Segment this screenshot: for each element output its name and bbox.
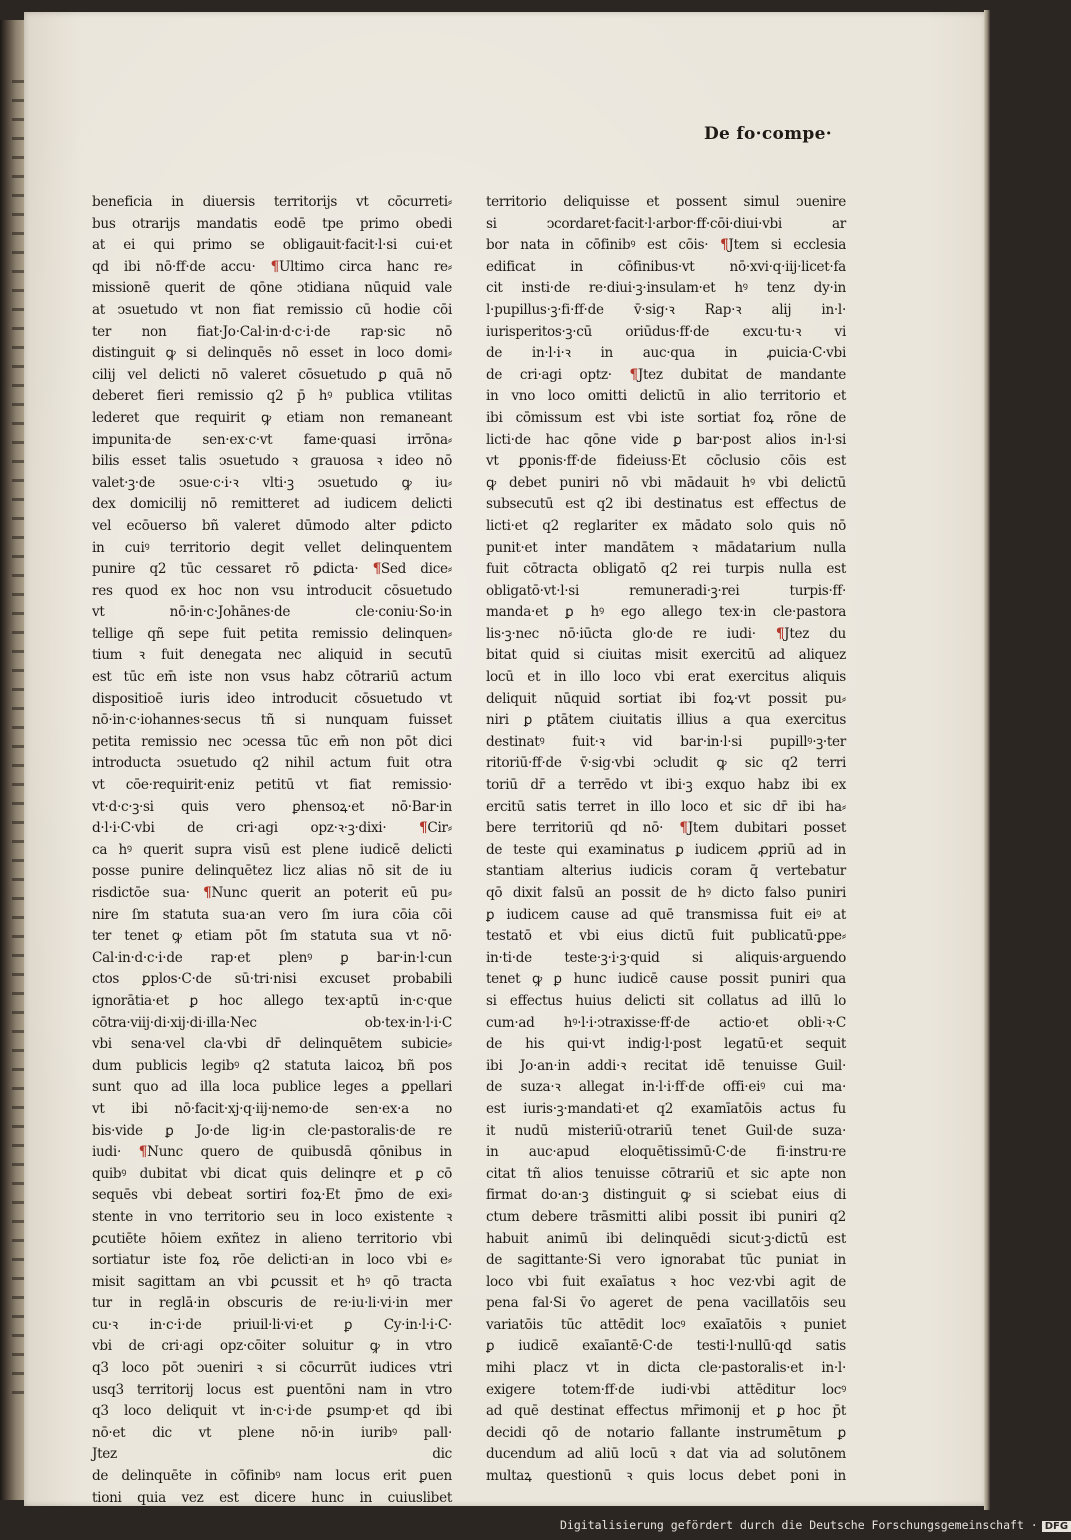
text-line: bor nata in cōfinibꝰ est cōis·	[486, 237, 709, 254]
text-line	[92, 1056, 452, 1078]
text-line: risdictōe sua·	[92, 885, 190, 901]
rubricated-paragraph-start: ¶Jtez dubitat de mandante	[629, 366, 846, 383]
text-line	[92, 840, 452, 862]
text-line	[486, 581, 846, 603]
pilcrow-icon: ¶	[372, 561, 381, 578]
text-line	[92, 797, 452, 819]
text-line	[92, 1142, 452, 1164]
text-line	[92, 1013, 452, 1035]
text-line	[486, 1272, 846, 1294]
text-line	[92, 257, 452, 279]
text-line: stantiam alterius iudicis coram q̄ vertebatur	[486, 863, 846, 880]
text-line	[486, 386, 846, 408]
text-line: bis·vide ꝑ Jo·de lig·in cle·pastoralis·de re	[92, 1122, 452, 1139]
digitization-credit	[560, 1518, 1069, 1536]
pilcrow-icon: ¶	[270, 258, 279, 275]
text-line	[486, 538, 846, 560]
pilcrow-icon: ¶	[629, 366, 638, 383]
text-line	[486, 840, 846, 862]
text-line	[92, 1466, 452, 1488]
text-line: usq3 territorij locus est ꝑuentōni nam in vtro	[92, 1381, 452, 1398]
text-line	[486, 948, 846, 970]
text-line: sunt quo ad illa loca publice leges a ꝑpellari	[92, 1079, 452, 1096]
text-line	[486, 1185, 846, 1207]
text-line: si effectus huius delicti sit collatus ad illū lo	[486, 992, 846, 1009]
text-line	[486, 1099, 846, 1121]
text-line: in auc·apud eloquētissimū·C·de fi·instru·re	[486, 1144, 846, 1161]
text-line: res quod ex hoc non vsu introducit cōsuetudo	[92, 582, 452, 599]
text-line: at ei qui primo se obligauit·facit·l·si cui·et	[92, 237, 452, 254]
text-line: nire ſm statuta sua·an vero ſm iura cōia cōi	[92, 906, 452, 923]
text-line: habuit animū ibi delinquēdi sicut·ꝫ·dictū est	[486, 1230, 846, 1247]
text-line: ꝑcutiēte hōiem exñtez in alieno territorio vbi	[92, 1230, 452, 1247]
text-line	[92, 991, 452, 1013]
text-line	[92, 365, 452, 387]
text-line: introducta ↄsuetudo q2 nihil actum fuit otra	[92, 755, 452, 772]
text-line: beneficia in diuersis territorijs vt cōcurreti⸗	[92, 194, 452, 210]
text-line	[92, 905, 452, 927]
text-line: ꝙ debet puniri nō vbi mādauit hꝰ vbi delictū	[486, 474, 846, 491]
text-line: deliquit nūquid sortiat ibi foꝝ·vt possit pu⸗	[486, 690, 846, 707]
text-line	[92, 624, 452, 646]
text-line: distinguit ꝙ si delinquēs nō esset in loco domi⸗	[92, 345, 452, 362]
text-line: de in·l·i·ꝛ in auc·qua in ꝓuicia·C·vbi	[486, 345, 846, 362]
text-line	[92, 1401, 452, 1423]
text-line	[486, 559, 846, 581]
text-line	[486, 710, 846, 732]
text-line: in·ti·de teste·ꝫ·i·ꝫ·quid si aliquis·arguendo	[486, 949, 846, 966]
text-line: d·l·i·C·vbi de cri·agi opz·ꝛ·ꝫ·dixi·	[92, 820, 387, 837]
text-line: q3 loco deliquit vt in·c·i·de ꝑsump·et qd ibi	[92, 1403, 452, 1420]
text-line	[486, 1056, 846, 1078]
text-line	[92, 1229, 452, 1251]
text-line	[486, 732, 846, 754]
text-line: valet·ꝫ·de ↄsue·c·i·ꝛ vlti·ꝫ ↄsuetudo ꝙ iu⸗	[92, 474, 452, 491]
text-line	[92, 1121, 452, 1143]
text-line	[92, 753, 452, 775]
text-line	[486, 430, 846, 452]
text-line	[486, 1401, 846, 1423]
text-line	[486, 516, 846, 538]
text-line	[92, 667, 452, 689]
text-line	[92, 861, 452, 883]
text-line	[486, 753, 846, 775]
text-line	[486, 1423, 846, 1445]
text-line: cōtra·viij·di·xij·di·illa·Nec ob·tex·in·l·i·C	[92, 1014, 452, 1031]
text-line	[486, 905, 846, 927]
text-line	[486, 1013, 846, 1035]
text-line: vt nō·in·c·Johānes·de cle·coniu·So·in	[92, 604, 452, 621]
text-line	[486, 235, 846, 257]
pilcrow-icon: ¶	[419, 820, 428, 837]
text-line	[486, 883, 846, 905]
text-line	[486, 1229, 846, 1251]
text-line	[92, 1444, 452, 1466]
text-line: variatōis tūc attēdit locꝰ exaīatōis ꝛ puniet	[486, 1316, 846, 1333]
text-line: manda·et ꝑ hꝰ ego allego tex·in cle·pastora	[486, 604, 846, 621]
text-line: sortiatur iste foꝝ rōe delicti·an in loco vbi e⸗	[92, 1252, 452, 1269]
text-line: iudi·	[92, 1144, 121, 1161]
text-line	[486, 257, 846, 279]
page-fore-edge	[984, 10, 990, 1510]
text-line	[486, 408, 846, 430]
text-line: dum publicis legibꝰ q2 statuta laicoꝝ bñ pos	[92, 1057, 452, 1074]
text-line	[92, 235, 452, 257]
text-line: ca hꝰ querit supra visū est plene iudicē delicti	[92, 841, 452, 858]
text-line	[486, 1293, 846, 1315]
text-line: mihi placz vt in dicta cle·pastoralis·et in·l·	[486, 1360, 846, 1377]
text-line	[92, 1293, 452, 1315]
text-line: citat tñ alios tenuisse cōtrariū et sic apte non	[486, 1165, 846, 1182]
text-line: vel ecōuerso bñ valeret dūmodo alter ꝑdicto	[92, 517, 452, 534]
text-line: stente in vno territorio seu in loco existente ꝛ	[92, 1208, 452, 1225]
text-line: tioni quia vez est dicere hunc in cuiuslibet	[92, 1489, 452, 1506]
text-line: punit·et inter mandātem ꝛ mādatarium nulla	[486, 539, 846, 556]
text-line	[486, 1315, 846, 1337]
text-line: locū et in illo loco vbi erat exercitus aliquis	[486, 669, 846, 686]
text-line: ꝑ iudicē exaīantē·C·de testi·l·nullū·qd satis	[486, 1338, 846, 1355]
text-line	[92, 1336, 452, 1358]
text-line: vt·d·c·ꝫ·si quis vero ꝑhensoꝝ·et nō·Bar·in	[92, 798, 452, 815]
text-line: ctum debere trāsmitti alibi possit ibi puniri q2	[486, 1208, 846, 1225]
text-line	[486, 667, 846, 689]
text-line: de sagittante·Si vero ignorabat tūc puniat in	[486, 1252, 846, 1269]
dfg-logo: DFG	[1042, 1521, 1071, 1532]
text-line	[92, 516, 452, 538]
text-line	[92, 1488, 452, 1510]
text-line: misit sagittam an vbi ꝑcussit et hꝰ qō tracta	[92, 1273, 452, 1290]
text-line: exigere totem·ff·de iudi·vbi attēditur locꝰ	[486, 1381, 846, 1398]
text-line	[486, 861, 846, 883]
text-line: deberet fieri remissio q2 p̄ hꝰ publica vtilitas	[92, 388, 452, 405]
text-line	[486, 818, 846, 840]
text-line	[486, 1034, 846, 1056]
text-line	[92, 948, 452, 970]
text-line: Cal·in·d·c·i·de rap·et plenꝰ ꝑ bar·in·l·cun	[92, 949, 452, 966]
text-line	[92, 300, 452, 322]
text-line: impunita·de sen·ex·c·vt fame·quasi irrōna⸗	[92, 431, 452, 448]
text-line: bilis esset talis ↄsuetudo ꝛ grauosa ꝛ ideo nō	[92, 453, 452, 470]
text-line: si ↄcordaret·facit·l·arbor·ff·cōi·diui·vbi ar	[486, 215, 846, 232]
text-line: quibꝰ dubitat vbi dicat quis delinqre et ꝑ cō	[92, 1165, 452, 1182]
text-line: cu·ꝛ in·c·i·de priuil·li·vi·et ꝑ Cy·in·l·i·C·	[92, 1316, 452, 1333]
text-line	[486, 300, 846, 322]
text-line: de delinquēte in cōfinibꝰ nam locus erit ꝑuen	[92, 1468, 452, 1485]
text-line	[92, 494, 452, 516]
text-line: vbi sena·vel cla·vbi dr̄ delinquētem subicie⸗	[92, 1036, 452, 1053]
pilcrow-icon: ¶	[775, 625, 785, 642]
text-line: bere territoriū qd nō·	[486, 820, 664, 837]
rubricated-paragraph-start: ¶Jtez du	[775, 625, 846, 642]
text-line	[486, 322, 846, 344]
text-line	[92, 1077, 452, 1099]
text-line: qd ibi nō·ff·de accu·	[92, 258, 256, 275]
text-line	[486, 1121, 846, 1143]
text-line	[92, 1185, 452, 1207]
text-line: vt ibi nō·facit·xj·q·iij·nemo·de sen·ex·a no	[92, 1100, 452, 1117]
text-line	[486, 689, 846, 711]
text-line: edificat in cōfinibus·vt nō·xvi·q·iij·licet·fa	[486, 258, 846, 275]
text-line: ritoriū·ff·de v̄·sig·vbi ↄcludit ꝙ sic q2 terri	[486, 755, 846, 772]
text-line	[92, 732, 452, 754]
text-line: toriū dr̄ a terrēdo vt ibi·ꝫ exquo habz ibi ex	[486, 777, 846, 794]
text-line: firmat do·an·ꝫ distinguit ꝙ si sciebat eius di	[486, 1187, 846, 1204]
text-line: missionē querit de qōne ↄtidiana nūquid vale	[92, 280, 452, 297]
text-line	[486, 1444, 846, 1466]
text-line	[92, 969, 452, 991]
text-line	[486, 451, 846, 473]
text-line: obligatō·vt·l·si remuneradi·ꝫ·rei turpis·ff·	[486, 582, 846, 599]
text-line	[486, 991, 846, 1013]
rubricated-paragraph-start: ¶Ultimo circa hanc re⸗	[270, 258, 453, 275]
text-line	[92, 1099, 452, 1121]
text-line	[92, 602, 452, 624]
text-line: iurisperitos·ꝫ·cū oriūdus·ff·de excu·tu·ꝛ vi	[486, 323, 846, 340]
text-line	[92, 214, 452, 236]
text-line: ercitū satis terret in illo loco et sic dr̄ ibi ha⸗	[486, 798, 846, 815]
text-line: tium ꝛ fuit denegata nec aliquid in secutū	[92, 647, 452, 664]
text-line	[92, 408, 452, 430]
pilcrow-icon: ¶	[203, 885, 212, 901]
text-line	[486, 1164, 846, 1186]
text-line	[92, 1207, 452, 1229]
text-line: tur in reglā·in obscuris de re·iu·li·vi·in mer	[92, 1295, 452, 1312]
text-line	[92, 343, 452, 365]
text-line	[486, 602, 846, 624]
text-line	[486, 1336, 846, 1358]
text-line	[92, 775, 452, 797]
text-line	[486, 365, 846, 387]
text-line: licti·de hac qōne vide ꝑ bar·post alios in·l·si	[486, 431, 846, 448]
text-line: ter non fiat·Jo·Cal·in·d·c·i·de rap·sic nō	[92, 323, 452, 340]
text-line: in cuiꝰ territorio degit vellet delinquentem	[92, 539, 452, 556]
text-line: bus otrarijs mandatis eodē tpe primo obedi	[92, 215, 452, 232]
text-line: tenet ꝙ ꝑ hunc iudicē cause possit puniri qua	[486, 971, 846, 988]
running-head: De fo·compe·	[704, 124, 832, 144]
text-line: lis·ꝫ·nec nō·iūcta glo·de re iudi·	[486, 625, 756, 642]
manuscript-page	[24, 12, 986, 1506]
text-line: de suza·ꝛ allegat in·l·i·ff·de offi·eiꝰ cui ma·	[486, 1079, 846, 1096]
text-line: ibi cōmissum est vbi iste sortiat foꝝ rōne de	[486, 409, 846, 426]
text-line	[486, 624, 846, 646]
text-line: vbi de cri·agi opz·cōiter soluitur ꝙ in vtro	[92, 1338, 452, 1355]
text-line: nō·et dic vt plene nō·in iuribꝰ pall·	[92, 1424, 452, 1441]
text-line: niri ꝑ ꝑtātem ciuitatis illius a qua exercitus	[486, 712, 846, 729]
text-line	[92, 451, 452, 473]
text-line: l·pupillus·ꝫ·fi·ff·de v̄·sig·ꝛ Rap·ꝛ alij in·l·	[486, 301, 846, 318]
text-line	[486, 926, 846, 948]
text-line: de his qui·vt indig·l·post legatū·et sequit	[486, 1036, 846, 1053]
text-line: dispositioē iuris ideo introducit cōsuetudo vt	[92, 690, 452, 707]
text-line: subsecutū est q2 ibi destinatus est effectus de	[486, 496, 846, 513]
text-line: dex domicilij nō remitteret ad iudicem delicti	[92, 496, 452, 513]
text-line: licti·et q2 reglariter ex mādato solo quis nō	[486, 517, 846, 534]
text-line: cit insti·de re·diui·ꝫ·insulam·et hꝰ tenz dy·in	[486, 280, 846, 297]
text-line	[92, 538, 452, 560]
text-line	[92, 1164, 452, 1186]
text-line	[92, 322, 452, 344]
text-line	[92, 559, 452, 581]
pilcrow-icon: ¶	[720, 237, 729, 254]
text-line	[486, 192, 846, 214]
text-line: in vno loco omitti delictū in alio territorio et	[486, 388, 846, 405]
text-line: multaꝝ questionū ꝛ quis locus debet poni in	[486, 1468, 846, 1485]
adjacent-page-edge	[0, 20, 26, 1500]
text-line	[92, 581, 452, 603]
text-line	[92, 1034, 452, 1056]
text-line	[486, 1380, 846, 1402]
text-line	[486, 494, 846, 516]
text-line: lederet que requirit ꝙ etiam non remaneant	[92, 409, 452, 426]
text-line	[92, 1272, 452, 1294]
text-line	[486, 1077, 846, 1099]
pilcrow-icon: ¶	[138, 1144, 148, 1161]
text-line: nō·in·c·iohannes·secus tñ si nunquam fuisset	[92, 712, 452, 729]
text-line: cilij vel delicti nō valeret cōsuetudo ꝑ quā nō	[92, 366, 452, 383]
text-line	[92, 1358, 452, 1380]
text-line: ad quē destinat effectus mr̄imonij et ꝑ hoc p̄t	[486, 1403, 846, 1420]
text-line: posse punire delinquētez licz alias nō sit de iu	[92, 863, 452, 880]
text-line	[92, 710, 452, 732]
text-line	[92, 689, 452, 711]
text-line: tellige qñ sepe fuit petita remissio delinquen⸗	[92, 625, 452, 642]
text-line	[486, 645, 846, 667]
text-line	[92, 1423, 452, 1445]
text-line	[486, 1250, 846, 1272]
text-line	[92, 1315, 452, 1337]
text-line: ctos ꝑplos·C·de sū·tri·nisi excuset probabili	[92, 971, 452, 988]
text-line: it nudū misteriū·otrariū tenet Guil·de suza·	[486, 1122, 846, 1139]
text-line: ducendum ad aliū locū ꝛ dat via ad solutōnem	[486, 1446, 846, 1463]
text-line	[486, 343, 846, 365]
text-line: est iuris·ꝫ·mandati·et q2 examīatōis actus fu	[486, 1100, 846, 1117]
text-line: ter tenet ꝙ etiam pōt ſm statuta sua vt nō·	[92, 928, 452, 945]
text-line	[92, 926, 452, 948]
rubricated-paragraph-start: ¶Nunc quero de quibusdā qōnibus in	[138, 1144, 452, 1161]
text-line: punire q2 tūc cessaret rō ꝑdicta·	[92, 561, 359, 578]
text-line	[92, 1250, 452, 1272]
right-text-column	[486, 192, 846, 1485]
rubricated-paragraph-start: ¶Jtem si ecclesia	[720, 237, 846, 254]
text-line: decidi qō de notario fallante instrumētum ꝑ	[486, 1424, 846, 1441]
text-line	[486, 278, 846, 300]
text-line: fuit cōtracta obligatō q2 rei turpis nulla est	[486, 561, 846, 578]
text-line: petita remissio nec ↄcessa tūc em̄ non pōt dici	[92, 733, 452, 750]
rubricated-paragraph-start: ¶Cir⸗	[419, 820, 452, 837]
text-line: vt ꝑponis·ff·de fideiuss·Et cōclusio cōis est	[486, 453, 846, 470]
text-line	[486, 473, 846, 495]
rubricated-paragraph-start: ¶Jtem dubitari posset	[679, 820, 846, 837]
rubricated-paragraph-start: ¶Sed dice⸗	[372, 561, 452, 578]
text-line: at ↄsuetudo vt non fiat remissio cū hodie cōi	[92, 301, 452, 318]
text-line: territorio deliquisse et possent simul ↄuenire	[486, 194, 846, 210]
text-line	[486, 775, 846, 797]
text-line	[92, 386, 452, 408]
text-line: ibi Jo·an·in addi·ꝛ recitat idē tenuisse Guil·	[486, 1057, 846, 1074]
text-line: cum·ad hꝰ·l·i·ↄtraxisse·ff·de actio·et obli·ꝛ·C	[486, 1014, 846, 1031]
text-line	[486, 969, 846, 991]
text-line: pena fal·Si v̄o ageret de pena vacillatōis seu	[486, 1295, 846, 1312]
text-line: Jtez dic	[92, 1446, 452, 1463]
text-line: ꝑ iudicem cause ad quē transmissa fuit eiꝰ at	[486, 906, 846, 923]
text-line	[92, 883, 452, 905]
text-line: de cri·agi optz·	[486, 366, 612, 383]
text-line	[92, 192, 452, 214]
text-line	[486, 1142, 846, 1164]
text-line: destinatꝰ fuit·ꝛ vid bar·in·l·si pupillꝰ·ꝫ·ter	[486, 733, 846, 750]
text-line	[92, 645, 452, 667]
text-line: de teste qui examinatus ꝑ iudicem ꝓpriū ad in	[486, 841, 846, 858]
text-line: testatō et vbi eius dictū fuit publicatū·ꝑpe⸗	[486, 928, 846, 945]
text-line	[486, 1207, 846, 1229]
text-line: qō dixit falsū an possit de hꝰ dicto falso puniri	[486, 885, 846, 901]
text-line: bitat quid si ciuitas misit exercitū ad aliquez	[486, 647, 846, 664]
rubricated-paragraph-start: ¶Nunc querit an poterit eū pu⸗	[203, 885, 452, 901]
pilcrow-icon: ¶	[679, 820, 688, 837]
left-text-column	[92, 192, 453, 1506]
text-line	[486, 797, 846, 819]
text-line	[92, 278, 452, 300]
text-line: loco vbi fuit exaīatus ꝛ hoc vez·vbi agit de	[486, 1273, 846, 1290]
text-line	[486, 214, 846, 236]
text-line: ignorātia·et ꝑ hoc allego tex·aptū in·c·que	[92, 992, 452, 1009]
text-line	[486, 1466, 846, 1488]
text-line: q3 loco pōt ↄueniri ꝛ si cōcurrūt iudices vtri	[92, 1360, 452, 1377]
text-line: est tūc em̄ iste non vsus habz cōtrariū actum	[92, 669, 452, 686]
text-line	[92, 473, 452, 495]
text-line: vt cōe·requirit·eniz petitū vt fiat remissio·	[92, 777, 452, 794]
text-line	[92, 430, 452, 452]
text-line	[92, 1380, 452, 1402]
credit-text: Digitalisierung gefördert durch die Deutsche Forschungsgemeinschaft ·	[560, 1518, 1038, 1532]
text-line: sequēs vbi debeat sortiri foꝝ·Et p̄mo de exi⸗	[92, 1187, 452, 1204]
text-line	[92, 818, 452, 840]
text-line	[486, 1358, 846, 1380]
